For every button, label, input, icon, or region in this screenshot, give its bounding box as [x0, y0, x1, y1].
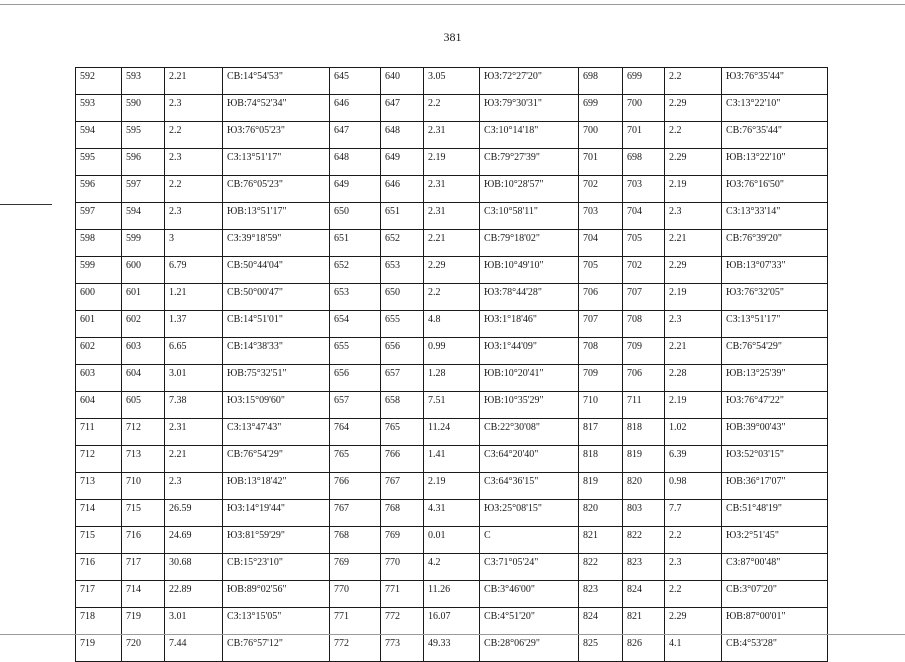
table-cell-distance: 4.1	[665, 635, 722, 662]
table-cell-bearing: СВ:14°54'53"	[223, 68, 330, 95]
table-cell-to-point: 772	[381, 608, 424, 635]
table-cell-distance: 0.99	[424, 338, 480, 365]
table-cell-bearing: СЗ:39°18'59"	[223, 230, 330, 257]
table-cell-from-point: 824	[579, 608, 623, 635]
table-cell-distance: 2.19	[424, 473, 480, 500]
table-cell-distance: 2.29	[424, 257, 480, 284]
table-cell-distance: 2.19	[665, 392, 722, 419]
table-cell-from-point: 657	[330, 392, 381, 419]
table-cell-to-point: 719	[122, 608, 165, 635]
table-cell-to-point: 646	[381, 176, 424, 203]
table-cell-bearing: ЮВ:10°35'29"	[480, 392, 579, 419]
table-cell-bearing: СВ:14°38'33"	[223, 338, 330, 365]
table-cell-from-point: 702	[579, 176, 623, 203]
table-cell-bearing: ЮВ:13°51'17"	[223, 203, 330, 230]
table-cell-distance: 2.31	[424, 122, 480, 149]
table-cell-from-point: 820	[579, 500, 623, 527]
table-row	[76, 122, 828, 149]
table-cell-to-point: 711	[623, 392, 665, 419]
table-cell-to-point: 712	[122, 419, 165, 446]
table-cell-distance: 2.31	[165, 419, 223, 446]
table-cell-to-point: 594	[122, 203, 165, 230]
table-row	[76, 500, 828, 527]
table-row	[76, 554, 828, 581]
table-cell-bearing: ЮЗ:1°44'09"	[480, 338, 579, 365]
table-cell-bearing: СЗ:13°51'17"	[722, 311, 828, 338]
table-cell-bearing: ЮВ:10°28'57"	[480, 176, 579, 203]
table-cell-to-point: 773	[381, 635, 424, 662]
table-cell-to-point: 717	[122, 554, 165, 581]
table-cell-to-point: 703	[623, 176, 665, 203]
table-cell-from-point: 601	[76, 311, 122, 338]
table-cell-to-point: 765	[381, 419, 424, 446]
table-cell-from-point: 648	[330, 149, 381, 176]
table-cell-bearing: ЮЗ:14°19'44"	[223, 500, 330, 527]
table-cell-bearing: СВ:79°27'39"	[480, 149, 579, 176]
bearing-distance-table	[75, 67, 828, 662]
table-cell-bearing: СВ:76°35'44"	[722, 122, 828, 149]
table-cell-distance: 22.89	[165, 581, 223, 608]
table-cell-distance: 3.01	[165, 365, 223, 392]
table-row	[76, 365, 828, 392]
table-cell-distance: 0.01	[424, 527, 480, 554]
table-cell-to-point: 640	[381, 68, 424, 95]
table-cell-distance: 2.21	[165, 68, 223, 95]
table-cell-to-point: 819	[623, 446, 665, 473]
table-cell-bearing: ЮЗ:2°51'45"	[722, 527, 828, 554]
table-cell-bearing: СЗ:10°14'18"	[480, 122, 579, 149]
table-cell-bearing: ЮЗ:76°35'44"	[722, 68, 828, 95]
table-cell-bearing: СВ:28°06'29"	[480, 635, 579, 662]
table-cell-from-point: 772	[330, 635, 381, 662]
table-cell-bearing: СВ:50°44'04"	[223, 257, 330, 284]
table-cell-to-point: 803	[623, 500, 665, 527]
table-cell-distance: 2.3	[165, 203, 223, 230]
table-cell-distance: 4.2	[424, 554, 480, 581]
table-cell-distance: 49.33	[424, 635, 480, 662]
table-cell-bearing: СВ:15°23'10"	[223, 554, 330, 581]
table-row	[76, 446, 828, 473]
table-cell-to-point: 705	[623, 230, 665, 257]
table-cell-to-point: 699	[623, 68, 665, 95]
table-cell-from-point: 712	[76, 446, 122, 473]
table-cell-to-point: 658	[381, 392, 424, 419]
table-cell-distance: 7.51	[424, 392, 480, 419]
table-cell-distance: 11.24	[424, 419, 480, 446]
table-cell-to-point: 770	[381, 554, 424, 581]
table-cell-from-point: 711	[76, 419, 122, 446]
table-row	[76, 338, 828, 365]
table-cell-from-point: 645	[330, 68, 381, 95]
table-cell-from-point: 594	[76, 122, 122, 149]
table-cell-bearing: ЮЗ:76°05'23"	[223, 122, 330, 149]
table-row	[76, 68, 828, 95]
table-cell-bearing: СВ:76°57'12"	[223, 635, 330, 662]
table-cell-distance: 0.98	[665, 473, 722, 500]
table-cell-from-point: 716	[76, 554, 122, 581]
table-row	[76, 176, 828, 203]
table-row	[76, 284, 828, 311]
table-cell-distance: 1.02	[665, 419, 722, 446]
table-cell-bearing: ЮЗ:76°16'50"	[722, 176, 828, 203]
table-cell-to-point: 652	[381, 230, 424, 257]
table-cell-distance: 2.2	[665, 68, 722, 95]
table-cell-bearing: СВ:50°00'47"	[223, 284, 330, 311]
table-cell-bearing: СЗ:10°58'11"	[480, 203, 579, 230]
table-cell-to-point: 601	[122, 284, 165, 311]
table-cell-bearing: СВ:76°54'29"	[722, 338, 828, 365]
table-cell-bearing: ЮВ:13°18'42"	[223, 473, 330, 500]
table-cell-from-point: 708	[579, 338, 623, 365]
table-cell-bearing: ЮВ:36°17'07"	[722, 473, 828, 500]
table-cell-to-point: 826	[623, 635, 665, 662]
table-cell-distance: 2.2	[665, 122, 722, 149]
table-cell-from-point: 597	[76, 203, 122, 230]
table-cell-to-point: 707	[623, 284, 665, 311]
table-cell-distance: 2.19	[424, 149, 480, 176]
table-cell-bearing: С	[480, 527, 579, 554]
table-cell-distance: 2.3	[165, 149, 223, 176]
table-cell-to-point: 602	[122, 311, 165, 338]
bottom-scan-border	[0, 634, 905, 635]
table-cell-to-point: 823	[623, 554, 665, 581]
table-cell-from-point: 823	[579, 581, 623, 608]
table-cell-distance: 2.2	[424, 95, 480, 122]
table-cell-bearing: ЮВ:75°32'51"	[223, 365, 330, 392]
table-cell-from-point: 705	[579, 257, 623, 284]
table-cell-distance: 1.41	[424, 446, 480, 473]
table-cell-to-point: 651	[381, 203, 424, 230]
table-cell-to-point: 824	[623, 581, 665, 608]
table-cell-to-point: 593	[122, 68, 165, 95]
table-cell-to-point: 600	[122, 257, 165, 284]
table-cell-bearing: СВ:22°30'08"	[480, 419, 579, 446]
table-cell-bearing: СЗ:13°51'17"	[223, 149, 330, 176]
table-cell-distance: 2.2	[665, 581, 722, 608]
table-cell-to-point: 656	[381, 338, 424, 365]
table-cell-bearing: ЮВ:39°00'43"	[722, 419, 828, 446]
table-cell-bearing: ЮЗ:81°59'29"	[223, 527, 330, 554]
table-cell-to-point: 647	[381, 95, 424, 122]
table-cell-distance: 6.39	[665, 446, 722, 473]
table-cell-from-point: 649	[330, 176, 381, 203]
table-cell-to-point: 768	[381, 500, 424, 527]
page-number: 381	[443, 30, 462, 44]
table-cell-to-point: 702	[623, 257, 665, 284]
table-cell-from-point: 766	[330, 473, 381, 500]
table-cell-to-point: 603	[122, 338, 165, 365]
table-cell-distance: 1.37	[165, 311, 223, 338]
table-cell-from-point: 706	[579, 284, 623, 311]
table-row	[76, 95, 828, 122]
table-cell-bearing: СЗ:64°36'15"	[480, 473, 579, 500]
table-cell-to-point: 767	[381, 473, 424, 500]
table-cell-from-point: 652	[330, 257, 381, 284]
table-cell-distance: 4.31	[424, 500, 480, 527]
table-cell-from-point: 646	[330, 95, 381, 122]
table-cell-from-point: 713	[76, 473, 122, 500]
table-body	[76, 68, 828, 662]
table-cell-to-point: 716	[122, 527, 165, 554]
table-cell-from-point: 604	[76, 392, 122, 419]
table-cell-from-point: 717	[76, 581, 122, 608]
table-cell-distance: 2.19	[665, 284, 722, 311]
table-cell-bearing: ЮВ:13°07'33"	[722, 257, 828, 284]
table-cell-distance: 2.21	[424, 230, 480, 257]
table-cell-distance: 11.26	[424, 581, 480, 608]
table-cell-to-point: 820	[623, 473, 665, 500]
table-cell-bearing: ЮЗ:72°27'20"	[480, 68, 579, 95]
table-cell-to-point: 715	[122, 500, 165, 527]
table-cell-distance: 2.29	[665, 608, 722, 635]
table-cell-from-point: 770	[330, 581, 381, 608]
table-cell-bearing: ЮВ:10°20'41"	[480, 365, 579, 392]
table-cell-bearing: СВ:79°18'02"	[480, 230, 579, 257]
table-cell-bearing: СВ:3°46'00"	[480, 581, 579, 608]
table-cell-from-point: 655	[330, 338, 381, 365]
table-cell-bearing: ЮВ:13°25'39"	[722, 365, 828, 392]
table-cell-distance: 2.29	[665, 257, 722, 284]
table-cell-from-point: 592	[76, 68, 122, 95]
table-row	[76, 581, 828, 608]
table-cell-bearing: СЗ:71°05'24"	[480, 554, 579, 581]
table-cell-bearing: СВ:4°51'20"	[480, 608, 579, 635]
top-scan-border	[0, 4, 905, 5]
table-cell-from-point: 700	[579, 122, 623, 149]
table-cell-distance: 2.3	[665, 203, 722, 230]
table-cell-bearing: ЮЗ:76°32'05"	[722, 284, 828, 311]
table-cell-bearing: ЮЗ:25°08'15"	[480, 500, 579, 527]
table-cell-bearing: СЗ:13°33'14"	[722, 203, 828, 230]
table-cell-to-point: 649	[381, 149, 424, 176]
table-cell-from-point: 709	[579, 365, 623, 392]
table-cell-to-point: 698	[623, 149, 665, 176]
table-cell-from-point: 764	[330, 419, 381, 446]
table-cell-distance: 2.31	[424, 203, 480, 230]
table-cell-from-point: 715	[76, 527, 122, 554]
table-cell-from-point: 595	[76, 149, 122, 176]
table-cell-from-point: 771	[330, 608, 381, 635]
table-cell-distance: 2.21	[665, 230, 722, 257]
table-cell-distance: 2.3	[165, 95, 223, 122]
table-cell-distance: 4.8	[424, 311, 480, 338]
table-cell-bearing: СВ:76°54'29"	[223, 446, 330, 473]
table-cell-to-point: 706	[623, 365, 665, 392]
table-cell-from-point: 819	[579, 473, 623, 500]
table-cell-to-point: 655	[381, 311, 424, 338]
table-cell-to-point: 766	[381, 446, 424, 473]
table-cell-bearing: СВ:3°07'20"	[722, 581, 828, 608]
table-cell-from-point: 714	[76, 500, 122, 527]
table-cell-bearing: СЗ:13°22'10"	[722, 95, 828, 122]
table-cell-to-point: 821	[623, 608, 665, 635]
table-cell-distance: 2.19	[665, 176, 722, 203]
table-cell-from-point: 825	[579, 635, 623, 662]
table-row	[76, 311, 828, 338]
table-cell-bearing: СЗ:13°15'05"	[223, 608, 330, 635]
table-row	[76, 149, 828, 176]
table-cell-from-point: 719	[76, 635, 122, 662]
table-cell-from-point: 596	[76, 176, 122, 203]
table-cell-distance: 3.01	[165, 608, 223, 635]
table-cell-to-point: 650	[381, 284, 424, 311]
table-cell-distance: 2.3	[665, 554, 722, 581]
table-cell-to-point: 771	[381, 581, 424, 608]
table-cell-from-point: 654	[330, 311, 381, 338]
table-cell-bearing: СЗ:64°20'40"	[480, 446, 579, 473]
table-row	[76, 473, 828, 500]
table-cell-from-point: 821	[579, 527, 623, 554]
table-cell-bearing: СВ:14°51'01"	[223, 311, 330, 338]
table-cell-to-point: 653	[381, 257, 424, 284]
table-cell-bearing: СВ:51°48'19"	[722, 500, 828, 527]
table-cell-to-point: 604	[122, 365, 165, 392]
table-row	[76, 203, 828, 230]
table-cell-bearing: СЗ:87°00'48"	[722, 554, 828, 581]
table-cell-bearing: ЮЗ:79°30'31"	[480, 95, 579, 122]
table-cell-bearing: ЮЗ:76°47'22"	[722, 392, 828, 419]
table-cell-to-point: 714	[122, 581, 165, 608]
table-cell-distance: 24.69	[165, 527, 223, 554]
table-cell-bearing: ЮВ:74°52'34"	[223, 95, 330, 122]
table-cell-bearing: СВ:4°53'28"	[722, 635, 828, 662]
table-cell-distance: 3	[165, 230, 223, 257]
table-cell-from-point: 651	[330, 230, 381, 257]
table-cell-to-point: 709	[623, 338, 665, 365]
table-cell-from-point: 599	[76, 257, 122, 284]
table-cell-from-point: 769	[330, 554, 381, 581]
table-cell-distance: 6.65	[165, 338, 223, 365]
table-row	[76, 527, 828, 554]
table-cell-bearing: ЮВ:87°00'01"	[722, 608, 828, 635]
table-cell-from-point: 650	[330, 203, 381, 230]
table-cell-to-point: 700	[623, 95, 665, 122]
table-cell-distance: 2.2	[665, 527, 722, 554]
table-cell-from-point: 822	[579, 554, 623, 581]
table-cell-distance: 26.59	[165, 500, 223, 527]
table-cell-from-point: 600	[76, 284, 122, 311]
table-cell-distance: 2.2	[165, 176, 223, 203]
table-cell-to-point: 720	[122, 635, 165, 662]
table-row	[76, 392, 828, 419]
table-cell-distance: 7.7	[665, 500, 722, 527]
table-cell-bearing: ЮЗ:78°44'28"	[480, 284, 579, 311]
table-cell-from-point: 603	[76, 365, 122, 392]
table-cell-from-point: 698	[579, 68, 623, 95]
table-cell-bearing: ЮЗ:52°03'15"	[722, 446, 828, 473]
table-cell-distance: 2.28	[665, 365, 722, 392]
table-cell-distance: 2.3	[165, 473, 223, 500]
table-cell-to-point: 708	[623, 311, 665, 338]
table-cell-distance: 30.68	[165, 554, 223, 581]
table-cell-distance: 2.21	[165, 446, 223, 473]
table-cell-distance: 2.3	[665, 311, 722, 338]
table-cell-distance: 1.28	[424, 365, 480, 392]
table-cell-distance: 7.38	[165, 392, 223, 419]
table-cell-to-point: 769	[381, 527, 424, 554]
table-cell-distance: 16.07	[424, 608, 480, 635]
table-cell-to-point: 822	[623, 527, 665, 554]
table-cell-bearing: ЮВ:10°49'10"	[480, 257, 579, 284]
table-cell-from-point: 647	[330, 122, 381, 149]
table-cell-bearing: ЮЗ:15°09'60"	[223, 392, 330, 419]
table-cell-from-point: 701	[579, 149, 623, 176]
table-cell-distance: 2.31	[424, 176, 480, 203]
table-cell-distance: 3.05	[424, 68, 480, 95]
table-cell-to-point: 713	[122, 446, 165, 473]
table-cell-distance: 2.21	[665, 338, 722, 365]
table-cell-from-point: 710	[579, 392, 623, 419]
table-row	[76, 635, 828, 662]
table-cell-from-point: 602	[76, 338, 122, 365]
table-cell-bearing: ЮВ:89°02'56"	[223, 581, 330, 608]
table-cell-distance: 7.44	[165, 635, 223, 662]
table-cell-bearing: ЮВ:13°22'10"	[722, 149, 828, 176]
table-cell-distance: 6.79	[165, 257, 223, 284]
table-cell-to-point: 599	[122, 230, 165, 257]
table-cell-from-point: 767	[330, 500, 381, 527]
table-cell-to-point: 595	[122, 122, 165, 149]
table-cell-from-point: 765	[330, 446, 381, 473]
table-cell-bearing: СВ:76°39'20"	[722, 230, 828, 257]
table-cell-from-point: 656	[330, 365, 381, 392]
table-cell-to-point: 701	[623, 122, 665, 149]
table-row	[76, 257, 828, 284]
table-row	[76, 608, 828, 635]
margin-mark	[0, 204, 52, 205]
table-cell-to-point: 590	[122, 95, 165, 122]
table-row	[76, 230, 828, 257]
table-cell-distance: 2.2	[424, 284, 480, 311]
table-cell-to-point: 704	[623, 203, 665, 230]
table-cell-bearing: СЗ:13°47'43"	[223, 419, 330, 446]
table-cell-bearing: СВ:76°05'23"	[223, 176, 330, 203]
table-cell-from-point: 817	[579, 419, 623, 446]
table-cell-to-point: 818	[623, 419, 665, 446]
table-cell-distance: 2.29	[665, 95, 722, 122]
table-cell-from-point: 598	[76, 230, 122, 257]
table-cell-bearing: ЮЗ:1°18'46"	[480, 311, 579, 338]
table-cell-from-point: 818	[579, 446, 623, 473]
table-cell-to-point: 710	[122, 473, 165, 500]
table-cell-from-point: 699	[579, 95, 623, 122]
table-cell-from-point: 703	[579, 203, 623, 230]
table-cell-to-point: 597	[122, 176, 165, 203]
table-cell-from-point: 718	[76, 608, 122, 635]
table-cell-from-point: 768	[330, 527, 381, 554]
table-cell-distance: 2.2	[165, 122, 223, 149]
table-cell-from-point: 704	[579, 230, 623, 257]
table-cell-to-point: 657	[381, 365, 424, 392]
table-cell-from-point: 653	[330, 284, 381, 311]
table-row	[76, 419, 828, 446]
table-cell-distance: 2.29	[665, 149, 722, 176]
table-cell-to-point: 596	[122, 149, 165, 176]
table-cell-to-point: 605	[122, 392, 165, 419]
table-cell-distance: 1.21	[165, 284, 223, 311]
table-cell-to-point: 648	[381, 122, 424, 149]
table-cell-from-point: 707	[579, 311, 623, 338]
table-cell-from-point: 593	[76, 95, 122, 122]
